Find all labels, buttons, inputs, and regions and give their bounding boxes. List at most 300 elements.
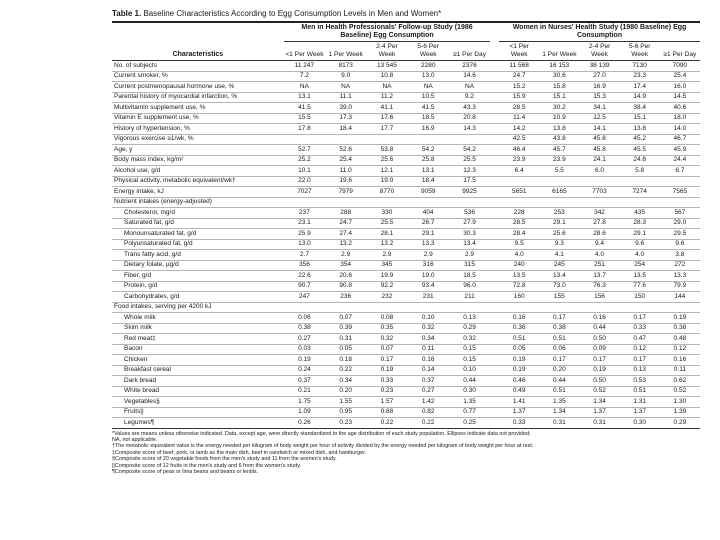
men-value-cell: 0.24 — [284, 365, 325, 376]
men-value-cell: 18.4 — [325, 124, 366, 135]
men-value-cell: 92.2 — [366, 281, 407, 292]
women-value-cell: 0.51 — [539, 334, 579, 345]
men-value-cell: 211 — [449, 292, 490, 303]
men-col-header: 1 Per Week — [325, 42, 366, 61]
women-value-cell: 38.4 — [620, 103, 660, 114]
women-value-cell: 0.51 — [539, 386, 579, 397]
characteristics-header: Characteristics — [112, 42, 284, 61]
table-row — [112, 176, 700, 187]
baseline-table — [112, 21, 700, 429]
women-value-cell: 1.34 — [579, 397, 619, 408]
men-value-cell — [408, 302, 449, 313]
men-value-cell: 54.2 — [408, 145, 449, 156]
women-value-cell: 15.3 — [579, 92, 619, 103]
women-col-header: 5-6 Per Week — [620, 42, 660, 61]
table-row — [112, 355, 700, 366]
men-value-cell: 25.5 — [366, 218, 407, 229]
table-row — [112, 334, 700, 345]
women-value-cell: 23.9 — [499, 155, 539, 166]
men-value-cell: NA — [449, 82, 490, 93]
gap-cell — [490, 82, 499, 93]
women-value-cell: 0.50 — [579, 334, 619, 345]
men-value-cell: 2.9 — [449, 250, 490, 261]
section-row — [112, 302, 700, 313]
men-value-cell: 13.3 — [408, 239, 449, 250]
men-value-cell: 15.5 — [284, 113, 325, 124]
men-value-cell: 2.7 — [284, 250, 325, 261]
women-value-cell: 0.19 — [579, 365, 619, 376]
women-value-cell: 13.4 — [539, 271, 579, 282]
men-value-cell — [366, 197, 407, 208]
men-col-header: ≥1 Per Day — [449, 42, 490, 61]
row-label: History of hypertension, % — [112, 124, 284, 135]
men-value-cell — [449, 134, 490, 145]
men-value-cell: 24.7 — [325, 218, 366, 229]
women-value-cell: 1.34 — [539, 407, 579, 418]
women-value-cell — [620, 302, 660, 313]
women-value-cell — [579, 176, 619, 187]
gap-cell — [490, 197, 499, 208]
women-value-cell: 13.7 — [579, 271, 619, 282]
women-value-cell: 15.1 — [620, 113, 660, 124]
men-value-cell: 315 — [449, 260, 490, 271]
women-value-cell: 7565 — [660, 187, 700, 198]
men-value-cell: 0.11 — [408, 344, 449, 355]
women-value-cell: 0.36 — [499, 323, 539, 334]
row-label: Fruits|| — [112, 407, 284, 418]
gap-cell — [490, 271, 499, 282]
men-value-cell: 17.8 — [284, 124, 325, 135]
footnote: ||Composite score of 12 fruits in the men's study and 6 from the women's study. — [112, 462, 302, 469]
women-value-cell: 11 568 — [499, 61, 539, 72]
women-value-cell: 6.7 — [660, 166, 700, 177]
men-value-cell: 0.44 — [449, 376, 490, 387]
men-value-cell: 0.82 — [408, 407, 449, 418]
table-document — [112, 9, 700, 475]
women-value-cell: 0.16 — [579, 313, 619, 324]
men-value-cell — [284, 302, 325, 313]
women-value-cell: 15.8 — [539, 82, 579, 93]
gap-cell — [490, 397, 499, 408]
row-label: Vigorous exercise ≥1/wk, % — [112, 134, 284, 145]
women-value-cell: 0.29 — [660, 418, 700, 429]
gap-cell — [490, 334, 499, 345]
men-value-cell: 7027 — [284, 187, 325, 198]
women-value-cell: 16.9 — [579, 82, 619, 93]
women-value-cell: 25.6 — [539, 229, 579, 240]
women-value-cell: 34.1 — [579, 103, 619, 114]
men-value-cell: 0.27 — [408, 386, 449, 397]
women-value-cell: 0.11 — [660, 365, 700, 376]
men-value-cell: 22.0 — [284, 176, 325, 187]
row-label: Dietary folate, μg/d — [112, 260, 284, 271]
gap-cell — [490, 229, 499, 240]
men-value-cell: 0.32 — [408, 323, 449, 334]
table-row — [112, 71, 700, 82]
women-value-cell: 16 153 — [539, 61, 579, 72]
men-value-cell: 0.19 — [366, 365, 407, 376]
men-value-cell: 13.0 — [284, 239, 325, 250]
men-value-cell: 25.4 — [325, 155, 366, 166]
men-value-cell: 53.8 — [366, 145, 407, 156]
gap-cell — [490, 355, 499, 366]
men-value-cell: 28.1 — [366, 229, 407, 240]
women-value-cell: 45.2 — [620, 134, 660, 145]
men-value-cell: 288 — [325, 208, 366, 219]
header-gap — [490, 22, 499, 42]
women-value-cell: 0.33 — [620, 323, 660, 334]
women-value-cell: 42.5 — [499, 134, 539, 145]
women-value-cell: 0.38 — [660, 323, 700, 334]
section-row — [112, 197, 700, 208]
table-row — [112, 250, 700, 261]
men-value-cell: 0.10 — [449, 365, 490, 376]
row-label: Vitamin E supplement use, % — [112, 113, 284, 124]
men-value-cell: 0.10 — [408, 313, 449, 324]
women-value-cell: 0.17 — [539, 355, 579, 366]
women-value-cell: 6.4 — [499, 166, 539, 177]
women-value-cell: 46.7 — [660, 134, 700, 145]
men-value-cell: 26.7 — [408, 218, 449, 229]
men-value-cell: 0.37 — [284, 376, 325, 387]
women-value-cell — [660, 197, 700, 208]
row-label: Physical activity, metabolic equivalent/wk† — [112, 176, 284, 187]
gap-cell — [490, 145, 499, 156]
row-label: Trans fatty acid, g/d — [112, 250, 284, 261]
footnote: †The metabolic equivalent value is the energy needed per kilogram of body weight per hour of activity divided by the energy needed per kilogram of body weight per hour at rest. — [112, 443, 534, 450]
men-value-cell: 27.9 — [449, 218, 490, 229]
men-value-cell: 39.0 — [325, 103, 366, 114]
women-value-cell: 13.8 — [539, 124, 579, 135]
women-value-cell — [660, 176, 700, 187]
men-value-cell — [449, 302, 490, 313]
women-value-cell: 0.19 — [499, 365, 539, 376]
men-value-cell: 19.6 — [325, 176, 366, 187]
women-value-cell: 0.44 — [539, 376, 579, 387]
men-value-cell: 17.6 — [366, 113, 407, 124]
women-value-cell: 0.52 — [660, 386, 700, 397]
row-label: Carbohydrates, g/d — [112, 292, 284, 303]
men-value-cell: 0.34 — [325, 376, 366, 387]
women-value-cell: 240 — [499, 260, 539, 271]
women-value-cell: 0.31 — [579, 418, 619, 429]
men-value-cell: 93.4 — [408, 281, 449, 292]
gap-cell — [490, 166, 499, 177]
men-value-cell: 19.9 — [366, 271, 407, 282]
row-label: Current smoker, % — [112, 71, 284, 82]
table-row — [112, 92, 700, 103]
gap-cell — [490, 187, 499, 198]
women-value-cell: 254 — [620, 260, 660, 271]
men-value-cell: NA — [325, 82, 366, 93]
women-value-cell: 1.41 — [499, 397, 539, 408]
men-value-cell: 1.42 — [408, 397, 449, 408]
men-value-cell: 0.03 — [284, 344, 325, 355]
gap-cell — [490, 376, 499, 387]
row-label: Alcohol use, g/d — [112, 166, 284, 177]
women-value-cell: 0.48 — [660, 334, 700, 345]
women-value-cell: 15.2 — [499, 82, 539, 93]
women-value-cell: 10.9 — [539, 113, 579, 124]
men-value-cell: 13 545 — [366, 61, 407, 72]
table-row — [112, 134, 700, 145]
women-value-cell: 30.2 — [539, 103, 579, 114]
header-gap — [490, 42, 499, 61]
table-row — [112, 292, 700, 303]
men-value-cell: 0.23 — [325, 418, 366, 429]
women-value-cell: 228 — [499, 208, 539, 219]
women-value-cell: 1.37 — [499, 407, 539, 418]
women-value-cell: 0.20 — [539, 365, 579, 376]
row-label: Food intakes, serving per 4200 kJ — [112, 302, 284, 313]
row-label: Red meat‡ — [112, 334, 284, 345]
women-value-cell: 4.0 — [499, 250, 539, 261]
women-value-cell: 272 — [660, 260, 700, 271]
women-value-cell: 29.0 — [660, 218, 700, 229]
men-value-cell: 13.1 — [284, 92, 325, 103]
men-value-cell: 41.5 — [284, 103, 325, 114]
men-value-cell: 0.13 — [449, 313, 490, 324]
women-value-cell: 23.3 — [620, 71, 660, 82]
men-value-cell: 10.8 — [366, 71, 407, 82]
footnote: *Values are means unless otherwise indicated. Data, except age, were directly standardized to the age distribution of each study population. Ellipses indicate data not provided; — [112, 430, 531, 437]
women-value-cell: 45.5 — [620, 145, 660, 156]
women-value-cell: 4.0 — [579, 250, 619, 261]
women-value-cell: 14.2 — [499, 124, 539, 135]
men-value-cell: 0.34 — [408, 334, 449, 345]
women-value-cell: 0.52 — [579, 386, 619, 397]
women-value-cell: 23.9 — [539, 155, 579, 166]
women-value-cell: 77.6 — [620, 281, 660, 292]
men-value-cell: 13.2 — [325, 239, 366, 250]
women-value-cell: 45.8 — [579, 134, 619, 145]
women-value-cell: 9.4 — [579, 239, 619, 250]
men-value-cell: 13.1 — [408, 166, 449, 177]
men-value-cell: 247 — [284, 292, 325, 303]
men-value-cell — [366, 302, 407, 313]
women-value-cell: 0.12 — [620, 344, 660, 355]
table-row — [112, 365, 700, 376]
men-value-cell — [366, 134, 407, 145]
gap-cell — [490, 124, 499, 135]
men-value-cell: 0.26 — [284, 418, 325, 429]
men-value-cell: 29.1 — [408, 229, 449, 240]
men-value-cell: NA — [366, 82, 407, 93]
women-value-cell: 1.35 — [539, 397, 579, 408]
men-value-cell: 0.77 — [449, 407, 490, 418]
women-value-cell: 29.5 — [660, 229, 700, 240]
women-value-cell: 4.0 — [620, 250, 660, 261]
men-value-cell: 96.0 — [449, 281, 490, 292]
row-label: Protein, g/d — [112, 281, 284, 292]
women-value-cell: 14.0 — [660, 124, 700, 135]
men-value-cell: 23.1 — [284, 218, 325, 229]
women-value-cell: 7090 — [660, 61, 700, 72]
women-value-cell — [620, 197, 660, 208]
women-value-cell: 79.9 — [660, 281, 700, 292]
women-value-cell: 28.6 — [579, 229, 619, 240]
men-value-cell: 18.4 — [408, 176, 449, 187]
women-value-cell — [579, 302, 619, 313]
men-value-cell: 25.9 — [284, 229, 325, 240]
table-title-text: Baseline Characteristics According to Egg Consumption Levels in Men and Women* — [143, 9, 442, 18]
men-value-cell: 11.1 — [325, 92, 366, 103]
women-value-cell: 25.4 — [660, 71, 700, 82]
table-row — [112, 103, 700, 114]
men-value-cell: 18.5 — [408, 113, 449, 124]
women-value-cell: 24.7 — [499, 71, 539, 82]
women-value-cell: 3.8 — [660, 250, 700, 261]
gap-cell — [490, 281, 499, 292]
men-value-cell: 536 — [449, 208, 490, 219]
men-value-cell: 2.9 — [366, 250, 407, 261]
men-value-cell: 41.5 — [408, 103, 449, 114]
gap-cell — [490, 61, 499, 72]
men-value-cell: 11.2 — [366, 92, 407, 103]
men-value-cell: 14.3 — [449, 124, 490, 135]
row-label: Age, y — [112, 145, 284, 156]
row-label: Monounsaturated fat, g/d — [112, 229, 284, 240]
women-value-cell: 24.1 — [579, 155, 619, 166]
men-value-cell: 12.1 — [366, 166, 407, 177]
table-row — [112, 61, 700, 72]
women-value-cell: 0.05 — [499, 344, 539, 355]
women-value-cell: 29.1 — [539, 218, 579, 229]
men-value-cell: 90.8 — [325, 281, 366, 292]
men-value-cell: 231 — [408, 292, 449, 303]
footnote: NA, not applicable. — [112, 436, 158, 443]
row-label: Fiber, g/d — [112, 271, 284, 282]
footnote: ‡Composite score of beef, pork, or lamb as the main dish, beef in sandwich or mixed dish, and hamburger. — [112, 449, 367, 456]
men-value-cell: 236 — [325, 292, 366, 303]
women-value-cell: 0.38 — [539, 323, 579, 334]
men-value-cell: 0.88 — [366, 407, 407, 418]
women-value-cell: 28.4 — [499, 229, 539, 240]
women-value-cell: 14.1 — [579, 124, 619, 135]
table-row — [112, 208, 700, 219]
men-value-cell: 0.39 — [325, 323, 366, 334]
men-value-cell: 25.6 — [366, 155, 407, 166]
row-label: Saturated fat, g/d — [112, 218, 284, 229]
men-value-cell — [284, 134, 325, 145]
gap-cell — [490, 71, 499, 82]
men-value-cell: 20.8 — [449, 113, 490, 124]
women-col-header: 2-4 Per Week — [579, 42, 619, 61]
women-value-cell: 5.5 — [539, 166, 579, 177]
women-value-cell — [499, 197, 539, 208]
men-value-cell: NA — [284, 82, 325, 93]
men-value-cell: 8770 — [366, 187, 407, 198]
women-value-cell: 9.5 — [499, 239, 539, 250]
men-value-cell: 11.0 — [325, 166, 366, 177]
men-value-cell: 7.2 — [284, 71, 325, 82]
gap-cell — [490, 250, 499, 261]
row-label: Legumes¶ — [112, 418, 284, 429]
table-row — [112, 271, 700, 282]
men-value-cell: 1.75 — [284, 397, 325, 408]
gap-cell — [490, 260, 499, 271]
table-title — [112, 9, 700, 19]
table-row — [112, 155, 700, 166]
women-value-cell: 0.53 — [620, 376, 660, 387]
women-value-cell: 5.8 — [620, 166, 660, 177]
men-value-cell: 9925 — [449, 187, 490, 198]
men-col-header: 2-4 Per Week — [366, 42, 407, 61]
gap-cell — [490, 103, 499, 114]
table-row — [112, 113, 700, 124]
women-value-cell: 0.09 — [579, 344, 619, 355]
women-value-cell: 4.1 — [539, 250, 579, 261]
men-value-cell: 0.16 — [408, 355, 449, 366]
men-value-cell: 18.5 — [449, 271, 490, 282]
women-value-cell — [579, 197, 619, 208]
women-value-cell: 30.6 — [539, 71, 579, 82]
men-value-cell: 1.55 — [325, 397, 366, 408]
men-value-cell: 1.57 — [366, 397, 407, 408]
women-value-cell: 38 139 — [579, 61, 619, 72]
men-value-cell: 0.07 — [325, 313, 366, 324]
women-value-cell: 245 — [539, 260, 579, 271]
women-value-cell — [620, 176, 660, 187]
table-row — [112, 386, 700, 397]
men-value-cell: 0.19 — [284, 355, 325, 366]
women-value-cell: 72.8 — [499, 281, 539, 292]
gap-cell — [490, 344, 499, 355]
women-value-cell — [539, 302, 579, 313]
men-value-cell: 16.9 — [408, 124, 449, 135]
women-value-cell: 0.44 — [579, 323, 619, 334]
men-value-cell — [325, 302, 366, 313]
table-row — [112, 344, 700, 355]
men-value-cell: 2280 — [408, 61, 449, 72]
row-label: Polyunsaturated fat, g/d — [112, 239, 284, 250]
women-value-cell: 1.31 — [620, 397, 660, 408]
women-value-cell: 9.6 — [620, 239, 660, 250]
men-value-cell: 17.7 — [366, 124, 407, 135]
women-value-cell: 15.1 — [539, 92, 579, 103]
women-value-cell: 0.50 — [579, 376, 619, 387]
gap-cell — [490, 365, 499, 376]
men-value-cell: 0.23 — [366, 386, 407, 397]
men-value-cell: 2.9 — [408, 250, 449, 261]
women-value-cell: 1.37 — [620, 407, 660, 418]
footnotes — [112, 431, 700, 476]
gap-cell — [490, 302, 499, 313]
men-value-cell — [408, 134, 449, 145]
women-value-cell: 46.4 — [499, 145, 539, 156]
table-row — [112, 260, 700, 271]
men-value-cell — [284, 197, 325, 208]
row-label: Dark bread — [112, 376, 284, 387]
women-value-cell: 15.9 — [499, 92, 539, 103]
men-value-cell: 0.37 — [408, 376, 449, 387]
men-value-cell: 90.7 — [284, 281, 325, 292]
women-value-cell: 76.3 — [579, 281, 619, 292]
men-value-cell: 52.6 — [325, 145, 366, 156]
women-value-cell: 14.9 — [620, 92, 660, 103]
gap-cell — [490, 323, 499, 334]
women-value-cell: 0.17 — [620, 355, 660, 366]
women-value-cell: 13.8 — [620, 124, 660, 135]
women-value-cell: 567 — [660, 208, 700, 219]
women-value-cell: 0.12 — [660, 344, 700, 355]
row-label: Skim milk — [112, 323, 284, 334]
row-label: Whole milk — [112, 313, 284, 324]
women-value-cell: 144 — [660, 292, 700, 303]
men-value-cell: 0.30 — [449, 386, 490, 397]
men-value-cell: 0.20 — [325, 386, 366, 397]
gap-cell — [490, 313, 499, 324]
